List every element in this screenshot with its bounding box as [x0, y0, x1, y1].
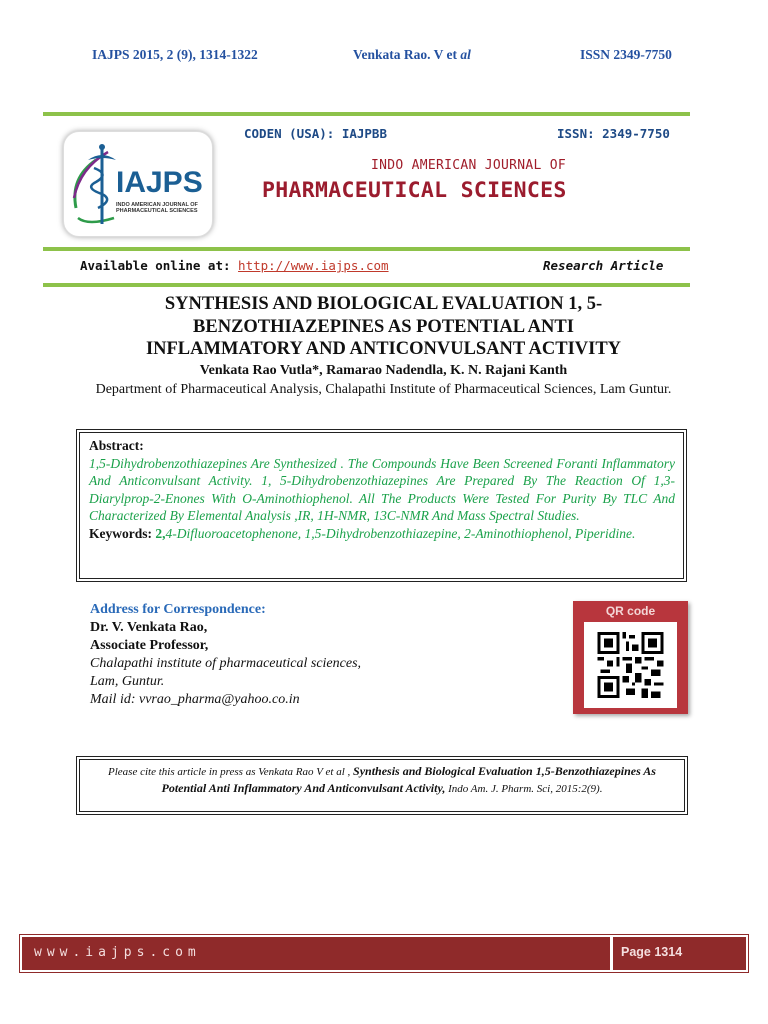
masthead-bottom-rule [43, 283, 690, 287]
keywords-line [89, 525, 675, 543]
correspondence-institute: Chalapathi institute of pharmaceutical sciences, [90, 656, 362, 671]
footer-divider [610, 937, 613, 970]
qr-code-icon[interactable] [597, 632, 664, 698]
article-title [80, 293, 687, 361]
title-line: SYNTHESIS AND BIOLOGICAL EVALUATION 1, 5- [164, 294, 603, 314]
title-line: BENZOTHIAZEPINES AS POTENTIAL ANTI [193, 316, 574, 337]
qr-code-panel [573, 601, 688, 714]
keywords-text: 4-Difluoroacetophenone, 1,5-Dihydrobenzothiazepine, 2-Aminothiophenol, Piperidine. [165, 525, 636, 541]
citation-title: Synthesis and Biological Evaluation 1,5-Benzothiazepines As Potential Anti Inflammatory And Anticonvulsant Activity, [161, 764, 656, 795]
abstract-box [79, 432, 684, 579]
correspondence-mail: Mail id: vvrao_pharma@yahoo.co.in [90, 692, 300, 707]
page-number: Page 1314 [621, 945, 683, 959]
logo-wordmark: IAJPS [116, 166, 203, 199]
running-header-etal: al [460, 47, 471, 62]
masthead-top-rule [43, 112, 690, 116]
article-type: Research Article [543, 258, 664, 273]
keywords-lead: 2, [152, 525, 166, 541]
issn-label: ISSN: 2349-7750 [557, 126, 670, 141]
page-footer [22, 937, 746, 970]
journal-logo [63, 131, 213, 237]
citation-suffix: Indo Am. J. Pharm. Sci, 2015:2(9). [445, 782, 603, 795]
correspondence-label: Address for Correspondence: [90, 602, 266, 617]
abstract-heading: Abstract: [89, 438, 144, 453]
masthead-mid-rule [43, 247, 690, 251]
correspondence-city: Lam, Guntur. [90, 674, 165, 689]
title-line: INFLAMMATORY AND ANTICONVULSANT ACTIVITY [145, 339, 622, 359]
journal-url-link[interactable]: http://www.iajps.com [238, 258, 389, 273]
correspondence-name: Dr. V. Venkata Rao, [90, 620, 208, 635]
journal-title: PHARMACEUTICAL SCIENCES [262, 178, 567, 203]
coden-label: CODEN (USA): IAJPBB [244, 126, 387, 141]
affiliation: Department of Pharmaceutical Analysis, Chalapathi Institute of Pharmaceutical Sciences, Lam Guntur. [95, 382, 672, 397]
correspondence-position: Associate Professor, [90, 638, 209, 653]
footer-url[interactable]: www.iajps.com [34, 945, 201, 960]
available-online [80, 258, 389, 273]
author-list: Venkata Rao Vutla*, Ramarao Nadendla, K. N. Rajani Kanth [199, 363, 568, 378]
abstract-text: 1,5-Dihydrobenzothiazepines Are Synthesized . The Compounds Have Been Screened Foranti Inflammatory And Anticonvulsant Activity. 1, 5-Dihydrobenzothiazepines Are Prepared By The Reaction Of 1,3-Diarylprop-2-Enones With O-Aminothiophenol. All The Products Were Tested For Purity By TLC And Characterized By Elemental Analysis ,IR, 1H-NMR, 13C-NMR And Mass Spectral Studies. [89, 455, 675, 523]
running-header-citation: IAJPS 2015, 2 (9), 1314-1322 [92, 47, 258, 62]
journal-name-prefix: INDO AMERICAN JOURNAL OF [371, 158, 567, 173]
qr-code-label: QR code [605, 604, 656, 618]
qr-code-frame [584, 622, 677, 708]
correspondence-block [90, 601, 361, 709]
logo-subtext: INDO AMERICAN JOURNAL OF PHARMACEUTICAL SCIENCES [116, 202, 198, 214]
citation-prefix: Please cite this article in press as Venkata Rao V et al , [108, 766, 354, 778]
citation-box [79, 759, 685, 812]
keywords-label: Keywords: [89, 525, 152, 541]
running-header-issn: ISSN 2349-7750 [580, 47, 672, 62]
running-header-author [353, 47, 471, 63]
running-header-author-name: Venkata Rao. V et [353, 47, 461, 62]
available-online-label: Available online at: [80, 258, 239, 273]
